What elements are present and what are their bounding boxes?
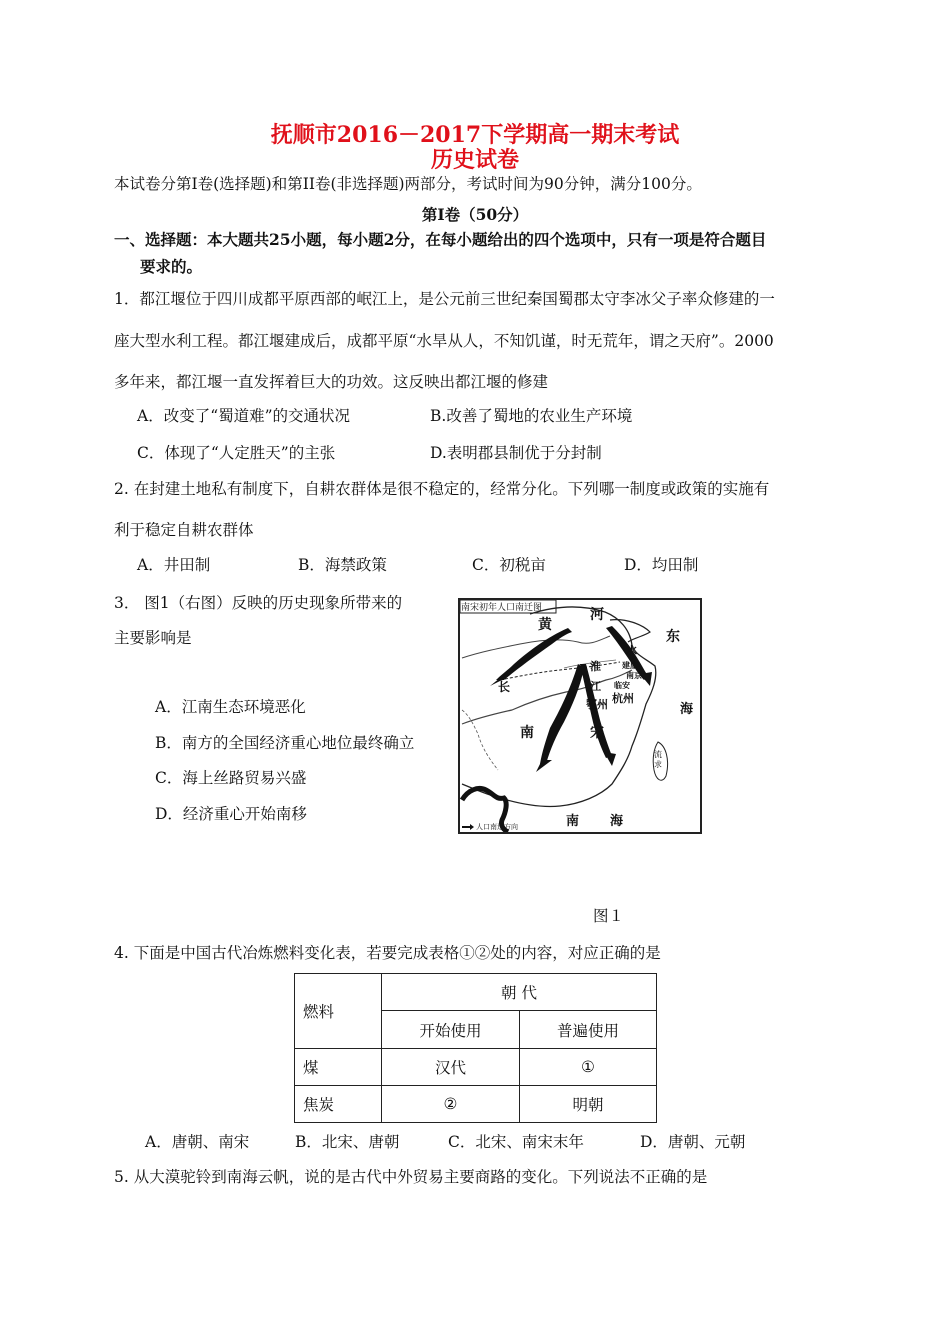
map-label-shui: 水 [626,644,637,657]
q4-line-1: 4. 下面是中国古代冶炼燃料变化表，若要完成表格①②处的内容，对应正确的是 [114,944,661,962]
table-row [295,1049,657,1086]
exam-title: 抚顺市2016－2017下学期高一期末考试 [270,122,680,148]
q1-option-b: B.改善了蜀地的农业生产环境 [430,407,633,425]
map-title: 南宋初年人口南迁图 [461,603,543,613]
table-cell-fuel: 煤 [295,1049,382,1086]
q3-option-a: A．江南生态环境恶化 [155,698,306,716]
population-migration-map [458,598,702,834]
section-heading: 第Ⅰ卷（50分） [421,205,529,224]
q2-line-2: 利于稳定自耕农群体 [114,521,254,539]
table-cell-fuel: 焦炭 [295,1086,382,1123]
map-label-ezhou: 鄂州 [586,698,608,711]
map-label-chang: 长 [498,680,511,694]
map-label-nan: 南 [520,725,534,741]
map-label-linan: 临安 [614,680,630,690]
map-legend: 人口南迁方向 [476,823,518,831]
map-label-hangzhou: 杭州 [612,692,634,705]
table-header-start: 开始使用 [382,1011,520,1049]
q3-option-b: B．南方的全国经济重心地位最终确立 [155,734,415,752]
map-label-huai: 淮 [590,660,601,673]
map-label-song: 宋 [590,725,604,741]
q2-option-d: D．均田制 [624,556,699,574]
table-cell-common: 明朝 [520,1086,657,1123]
q1-option-c: C．体现了“人定胜天”的主张 [137,444,336,462]
fuel-table [294,973,657,1123]
q3-line-1: 3． 图1（右图）反映的历史现象所带来的 [114,594,403,612]
q3-option-d: D．经济重心开始南移 [155,805,307,823]
table-cell-common: ① [520,1049,657,1086]
table-cell-start: ② [382,1086,520,1123]
table-row [295,1086,657,1123]
map-label-nanjing: 南京 [626,670,642,680]
map-label-jiang: 江 [590,680,601,693]
map-label-dong: 东 [666,629,680,645]
q1-option-d: D.表明郡县制优于分封制 [430,444,602,462]
q1-line-3: 多年来，都江堰一直发挥着巨大的功效。这反映出都江堰的修建 [114,373,549,391]
map-label-south-sea-hai: 海 [610,814,624,829]
q4-option-d: D．唐朝、元朝 [640,1133,746,1151]
q2-line-1: 2. 在封建土地私有制度下，自耕农群体是很不稳定的，经常分化。下列哪一制度或政策的实施有 [114,480,770,498]
q2-option-c: C．初税亩 [472,556,546,574]
map-label-he: 河 [590,607,604,623]
q2-option-a: A．井田制 [137,556,211,574]
q4-option-a: A．唐朝、南宋 [145,1133,250,1151]
q5-line-1: 5. 从大漠驼铃到南海云帆，说的是古代中外贸易主要商路的变化。下列说法不正确的是 [114,1168,708,1186]
table-cell-start: 汉代 [382,1049,520,1086]
map-label-liuqiu: 流求 [654,750,662,769]
exam-intro: 本试卷分第Ⅰ卷(选择题)和第II卷(非选择题)两部分，考试时间为90分钟，满分100分。 [114,175,702,193]
q3-option-c: C．海上丝路贸易兴盛 [155,769,307,787]
instruction-line-1: 一、选择题：本大题共25小题，每小题2分，在每小题给出的四个选项中，只有一项是符合题目 [114,230,767,249]
map-label-hai: 海 [680,702,694,717]
exam-subtitle: 历史试卷 [430,147,519,173]
map-drawing [460,600,700,832]
map-label-south-sea-nan: 南 [566,814,580,829]
q4-option-c: C．北宋、南宋末年 [448,1133,584,1151]
table-header-fuel: 燃料 [295,974,382,1049]
map-label-jiankang: 建康 [622,660,638,670]
q3-line-2: 主要影响是 [114,629,192,647]
q4-option-b: B．北宋、唐朝 [295,1133,400,1151]
table-header-common: 普遍使用 [520,1011,657,1049]
instruction-line-2: 要求的。 [140,257,203,276]
q1-line-1: 1．都江堰位于四川成都平原西部的岷江上，是公元前三世纪秦国蜀郡太守李冰父子率众修建的一 [114,290,775,308]
q2-option-b: B．海禁政策 [298,556,387,574]
q1-line-2: 座大型水利工程。都江堰建成后，成都平原“水旱从人，不知饥谨，时无荒年，谓之天府”。2000 [114,332,774,350]
figure-caption: 图１ [593,907,625,925]
map-label-huang: 黄 [538,617,552,633]
table-header-dynasty: 朝 代 [382,974,657,1011]
q1-option-a: A．改变了“蜀道难”的交通状况 [137,407,351,425]
